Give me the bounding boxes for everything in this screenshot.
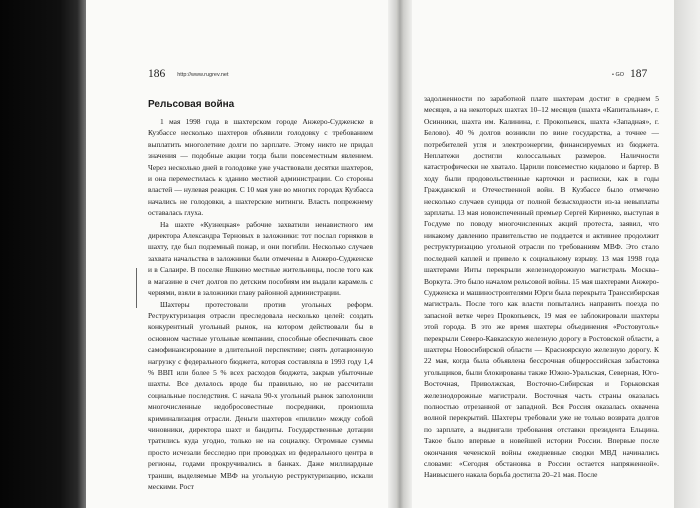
chapter-heading: Рельсовая война bbox=[148, 99, 235, 110]
right-page-number: 187 bbox=[630, 68, 648, 80]
scanner-right-edge bbox=[674, 0, 700, 508]
left-page-number: 186 bbox=[148, 68, 166, 80]
left-text-column bbox=[148, 116, 373, 492]
scanner-dark-edge bbox=[0, 0, 86, 508]
running-head-ornament: • GO bbox=[612, 72, 625, 78]
right-running-head bbox=[612, 68, 647, 80]
running-head-url: http://www.rugrev.net bbox=[177, 72, 229, 78]
paragraph: задолженности по заработной плате шахтерам достиг в среднем 5 месяцев, а на некоторых шахтах 10–12 месяцев (шахта «Капитальная», г. Осинники, шахта им. Калинина, г. Прокопьевск, шахта «Западная», г. Белово). 40 % долгов возникли по вине государства, а точнее — потребителей угля и электроэнергии, финансируемых из бюджета. Неплатежи достигли колоссальных размеров. Наличности катастрофически не хватало. Царили повсеместно кидалово и бартер. В ходу были продовольственные карточки и расписки, как в годы Гражданской и Отечественной войн. В Кузбассе было отмечено несколько случаев суицида от полной безысходности из-за невыплаты зарплаты. 13 мая новоиспеченный премьер Сергей Кириенко, выступая в Госдуме по поводу многочисленных акций протеста, заявил, что никакому давлению правительство не поддается и активнее продолжит реструктуризацию угольной отрасли по требованиям МВФ. Это стало последней каплей и привело к социальному взрыву. 13 мая 1998 года шахтерами Инты перекрыли железнодорожную магистраль Москва–Воркута. Это было началом рельсовой войны. 15 мая шахтерами Анжеро-Судженска и машиностроителями Юрги была перекрыта Транссибирская магистраль. После того как власти попытались направить поезда по запасной ветке через Прокопьевск, 19 мая ее заблокировали шахтеры этой города. В это же время шахтеры объединения «Ростовуголь» перекрыли Северо-Кавказскую железную дорогу в Ростовской области, а шахтеры Новосибирской области — Красноярскую железную дорогу. К 22 мая, когда была объявлена бессрочная общероссийская забастовка угольщиков, были блокированы также Южно-Уральская, Северная, Юго-Восточная, Приволжская, Восточно-Сибирская и Горьковская железнодорожные магистрали. Восточная часть страны оказалась полностью отрезанной от западной. Вся Россия оказалась охвачена волной перекрытий. Шахтеры требовали уже не только возврата долгов по зарплате, а выдвигали требования отставки президента Ельцина. Такое было впервые в новейшей истории России. Впервые после окончания чеченской войны ежедневные сводки МВД начинались словами: «Сегодня обстановка в России остается напряженной». Наивысшего накала борьба достигла 20–21 мая. После bbox=[424, 94, 659, 480]
paragraph: 1 мая 1998 года в шахтерском городе Анжеро-Судженске в Кузбассе несколько шахтеров объявили голодовку с требованием выплатить многолетние долги по зарплате. Этому никто не придал значения — подобные акции тогда были повсеместным явлением. Через несколько дней в голодовке уже участвовали десятки шахтеров, и она переместилась к зданию местной администрации. Со стороны властей — нулевая реакция. С 10 мая уже во многих городах Кузбасса начались не голодовки, а шахтерские митинги. Власть попрежнему оставалась глуха. bbox=[148, 117, 373, 218]
paragraph: Шахтеры протестовали против угольных реформ. Реструктуризация отрасли преследовала несколько целей: создать конкурентный угольный рынок, на котором действовали бы в основном частные угольные компании, способные обеспечивать свое самофинансирование в длительной перспективе; снять дотационную нагрузку с федерального бюджета, которая составляла в 1993 году 1,4 % ВВП или более 5 % всех расходов бюджета, закрыв убыточные шахты. Все делалось вроде бы правильно, но не рассчитали социальные последствия. С начала 90-х угольный рынок заполонили многочисленные недобросовестные посредники, произошла криминализация отрасли. Деньги шахтеров «пилили» между собой чиновники, директора шахт и бандиты. Государственные дотации тратились куда угодно, только не на социалку. Огромные суммы просто исчезали бесследно при проводках из федерального центра в регионы, годами прокручивались в банках. Даже миллиардные транши, выделяемые МВФ на угольную реструктуризацию, искали мескими. Рост bbox=[148, 299, 373, 491]
left-running-head bbox=[148, 68, 229, 80]
right-text-column bbox=[424, 93, 659, 481]
paragraph: На шахте «Кузнецкая» рабочие захватили ненавистного им директора Александра Терновых в заложники: тот послал горняков в шахту, где был подземный пожар, и они погибли. Несколько случаев захвата начальства в заложники были отмечены в Анжеро-Судженске и в Салаире. В поселке Яшкино местные жительницы, после того как в магазине в счет долгов по детским пособиям им выдали карамель с червями, взяли в заложники главу районной администрации. bbox=[148, 219, 373, 298]
pencil-margin-mark bbox=[136, 268, 143, 308]
book-spine-shadow bbox=[388, 0, 412, 508]
